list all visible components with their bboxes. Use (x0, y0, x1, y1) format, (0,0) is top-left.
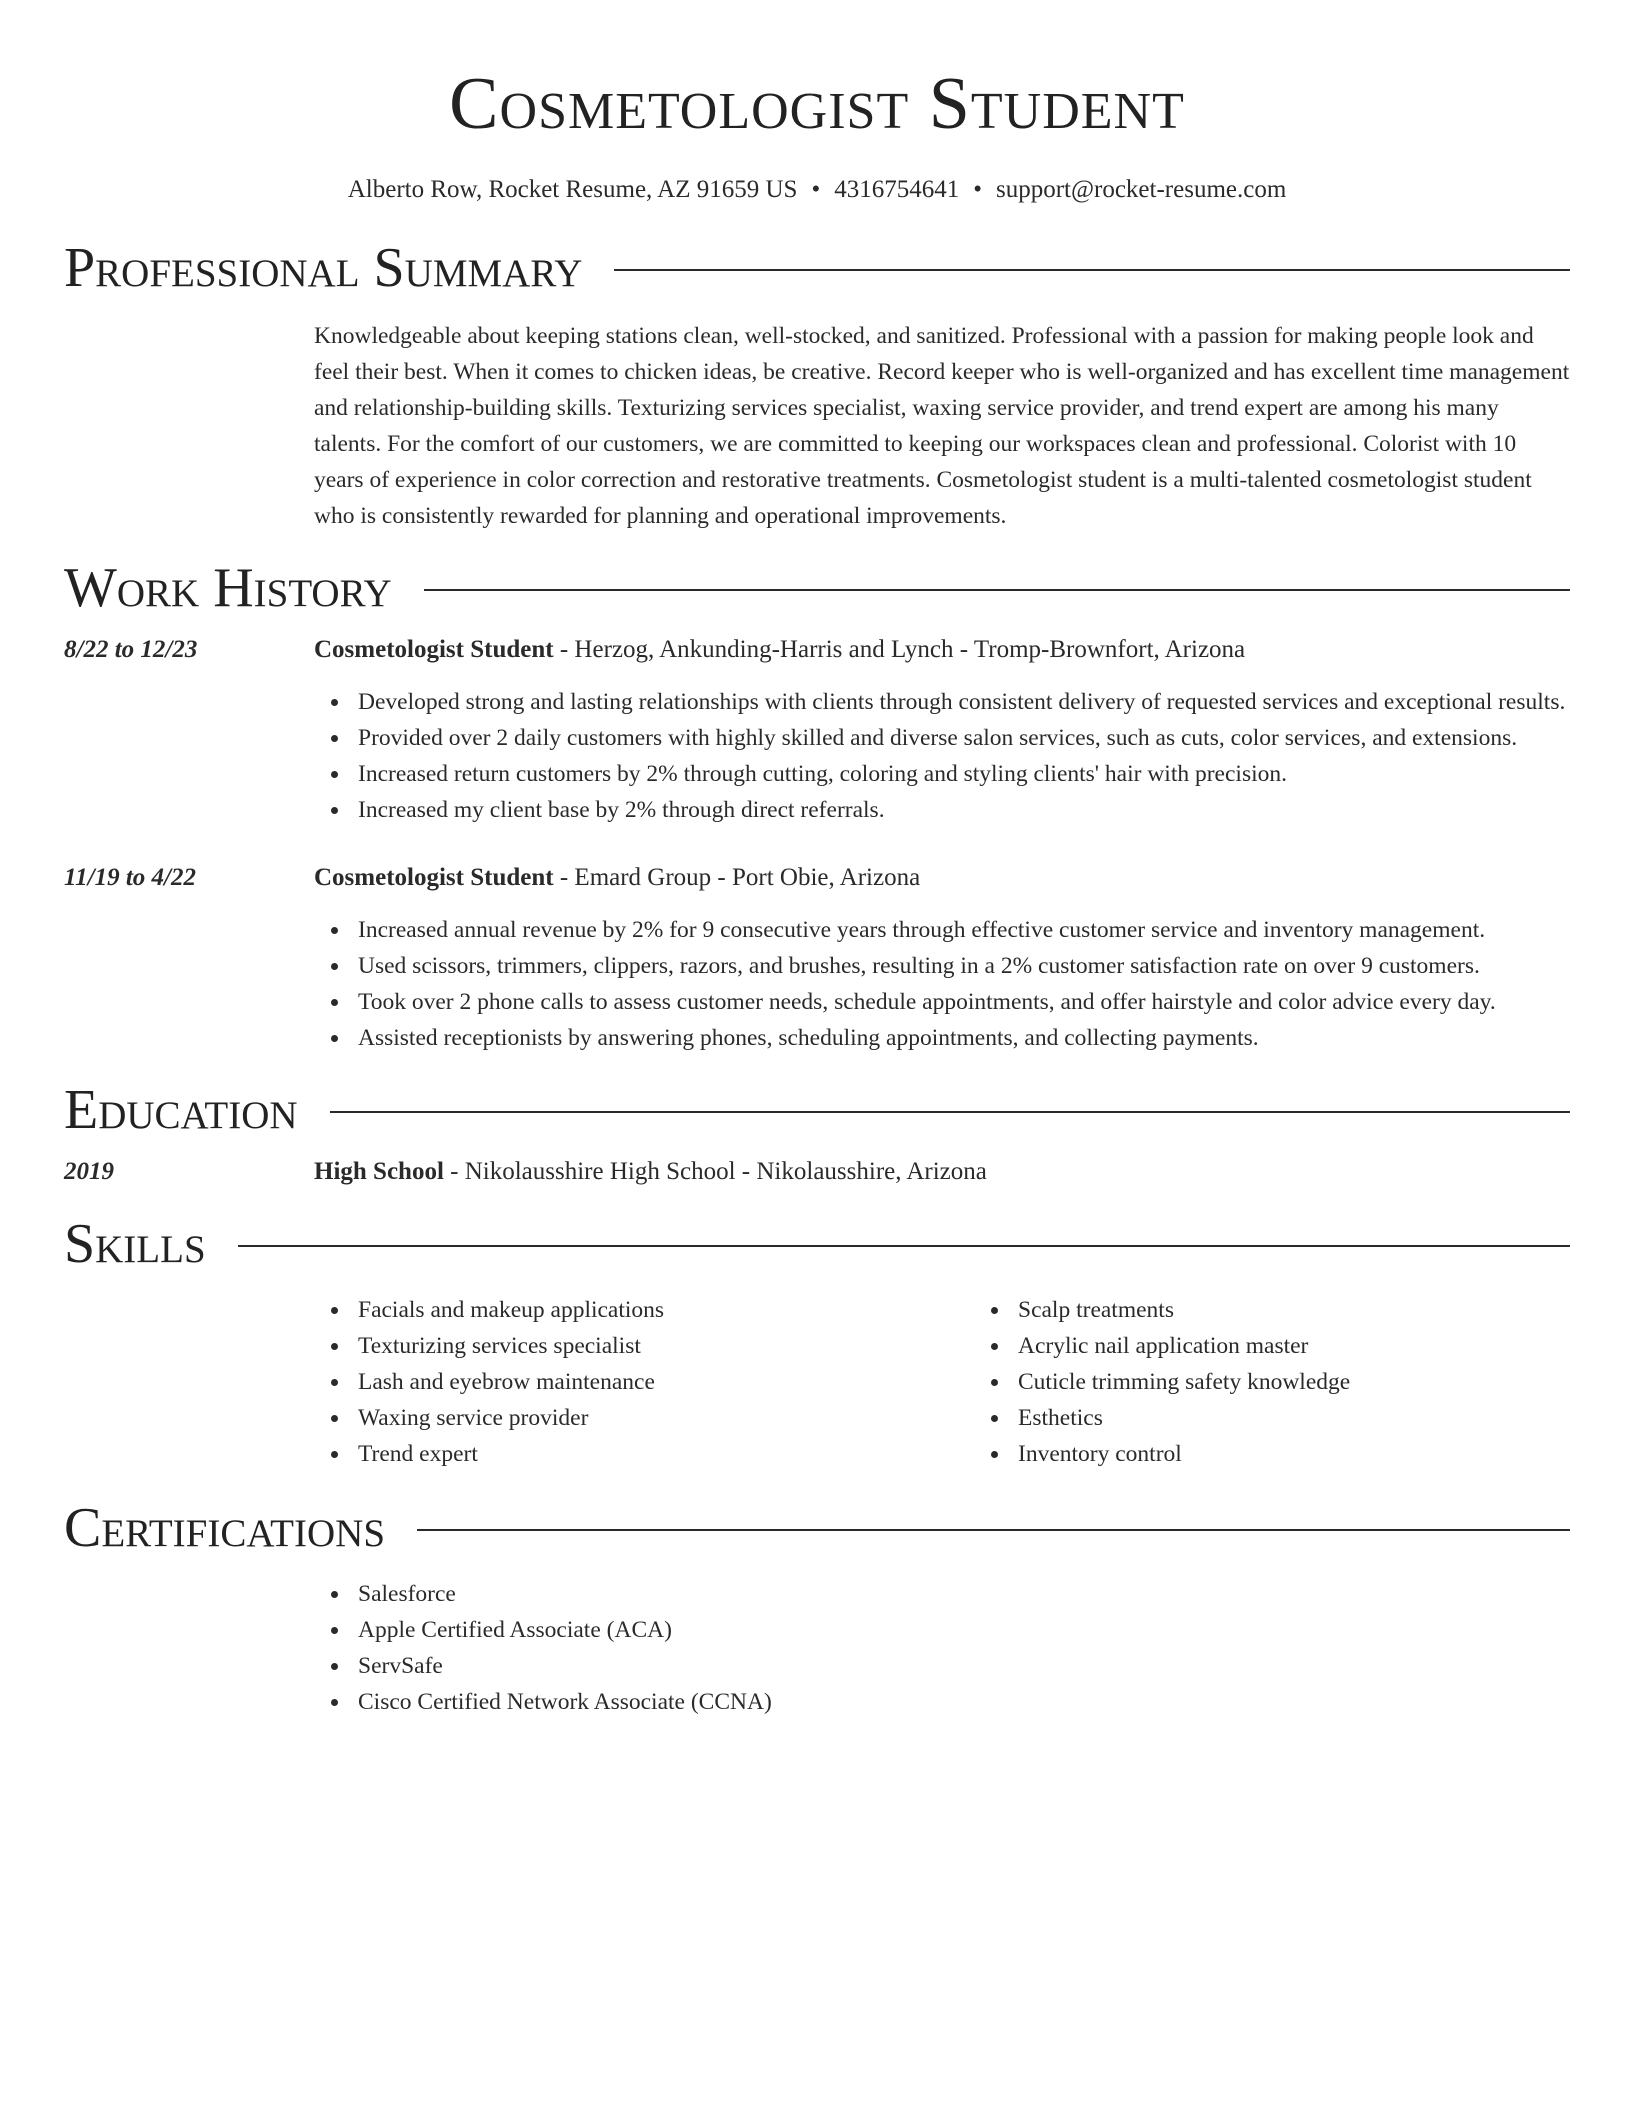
education-degree: High School (314, 1158, 444, 1185)
candidate-name: Cosmetologist Student (449, 63, 1185, 145)
skill-item: Waxing service provider (358, 1400, 974, 1436)
section-divider (424, 589, 1570, 591)
summary-section-header (64, 238, 1570, 298)
work-section-header (64, 558, 1570, 618)
list-item: Provided over 2 daily customers with highly skilled and diverse salon services, such as cuts, color services, and extensions. (358, 720, 1570, 756)
section-divider (330, 1111, 1570, 1113)
skill-item: Cuticle trimming safety knowledge (1018, 1364, 1632, 1400)
list-item: Increased annual revenue by 2% for 9 consecutive years through effective customer service and inventory management. (358, 912, 1570, 948)
list-item: Assisted receptionists by answering phones, scheduling appointments, and collecting payments. (358, 1020, 1570, 1056)
skills-section-title: Skills (64, 1213, 206, 1275)
work-section-title: Work History (64, 557, 392, 619)
education-year: 2019 (64, 1158, 114, 1185)
certifications-list (314, 1576, 1570, 1720)
contact-phone: 4316754641 (834, 176, 960, 203)
job-entry (64, 862, 1570, 1056)
certification-item: ServSafe (358, 1648, 1570, 1684)
skill-item: Trend expert (358, 1436, 974, 1472)
skill-item: Facials and makeup applications (358, 1292, 974, 1328)
job-body (314, 634, 1570, 828)
section-divider (614, 269, 1570, 271)
certifications-left-spacer (64, 1576, 314, 1720)
education-line (314, 1156, 1570, 1188)
job-body (314, 862, 1570, 1056)
section-divider (417, 1529, 1570, 1531)
skills-section-header (64, 1214, 1570, 1274)
section-divider (238, 1245, 1570, 1247)
certification-item: Salesforce (358, 1576, 1570, 1612)
contact-email: support@rocket-resume.com (995, 176, 1287, 203)
education-entry (64, 1156, 1570, 1188)
skills-left-spacer (64, 1292, 314, 1472)
education-body (314, 1156, 1570, 1188)
contact-line (64, 174, 1570, 206)
certifications-section-header (64, 1498, 1570, 1558)
certifications-section-title: Certifications (64, 1497, 386, 1559)
skills-list-left (314, 1292, 974, 1472)
job-role: Cosmetologist Student (314, 636, 554, 663)
contact-separator: • (811, 176, 821, 203)
job-employer-location: - Herzog, Ankunding-Harris and Lynch - Tromp-Brownfort, Arizona (553, 636, 1246, 663)
job-role: Cosmetologist Student (314, 864, 554, 891)
list-item: Used scissors, trimmers, clippers, razors, and brushes, resulting in a 2% customer satisfaction rate on over 9 customers. (358, 948, 1570, 984)
job-dates: 8/22 to 12/23 (64, 636, 198, 663)
education-section-header (64, 1080, 1570, 1140)
contact-separator: • (973, 176, 982, 203)
summary-text: Knowledgeable about keeping stations clean, well-stocked, and sanitized. Professional with a passion for making people look and feel their best. When it comes to chicken ideas, be creative. Record keeper who is well-organized and has excellent time management and relationship-building skills. Texturizing services specialist, waxing service provider, and trend expert are among his many talents. For the comfort of our customers, we are committed to keeping our workspaces clean and professional. Colorist with 10 years of experience in color correction and restorative treatments. Cosmetologist student is a multi-talented cosmetologist student who is consistently rewarded for planning and operational improvements. (314, 323, 1570, 529)
skill-item: Inventory control (1018, 1436, 1632, 1472)
summary-section-title: Professional Summary (64, 237, 583, 299)
summary-left-spacer (64, 318, 314, 534)
contact-address: Alberto Row, Rocket Resume, AZ 91659 US (347, 176, 798, 203)
skill-item: Scalp treatments (1018, 1292, 1632, 1328)
certification-item: Cisco Certified Network Associate (CCNA) (358, 1684, 1570, 1720)
certification-item: Apple Certified Associate (ACA) (358, 1612, 1570, 1648)
skill-item: Lash and eyebrow maintenance (358, 1364, 974, 1400)
job-bullet-list (314, 912, 1570, 1056)
list-item: Developed strong and lasting relationships with clients through consistent delivery of requested services and exceptional results. (358, 684, 1570, 720)
list-item: Increased my client base by 2% through direct referrals. (358, 792, 1570, 828)
education-section-title: Education (64, 1079, 298, 1141)
job-title-line (314, 862, 1570, 894)
list-item: Increased return customers by 2% through cutting, coloring and styling clients' hair with precision. (358, 756, 1570, 792)
job-title-line (314, 634, 1570, 666)
skills-list-right (974, 1292, 1632, 1472)
job-entry (64, 634, 1570, 828)
certifications-body (314, 1576, 1570, 1720)
skill-item: Acrylic nail application master (1018, 1328, 1632, 1364)
job-bullet-list (314, 684, 1570, 828)
list-item: Took over 2 phone calls to assess customer needs, schedule appointments, and offer hairstyle and color advice every day. (358, 984, 1570, 1020)
job-dates: 11/19 to 4/22 (64, 864, 196, 891)
summary-row (64, 318, 1570, 534)
job-employer-location: - Emard Group - Port Obie, Arizona (553, 864, 921, 891)
skill-item: Esthetics (1018, 1400, 1632, 1436)
skills-row (64, 1292, 1570, 1472)
skills-grid (314, 1292, 1632, 1472)
education-school-location: - Nikolausshire High School - Nikolausshire, Arizona (443, 1158, 987, 1185)
skill-item: Texturizing services specialist (358, 1328, 974, 1364)
certifications-row (64, 1576, 1570, 1720)
